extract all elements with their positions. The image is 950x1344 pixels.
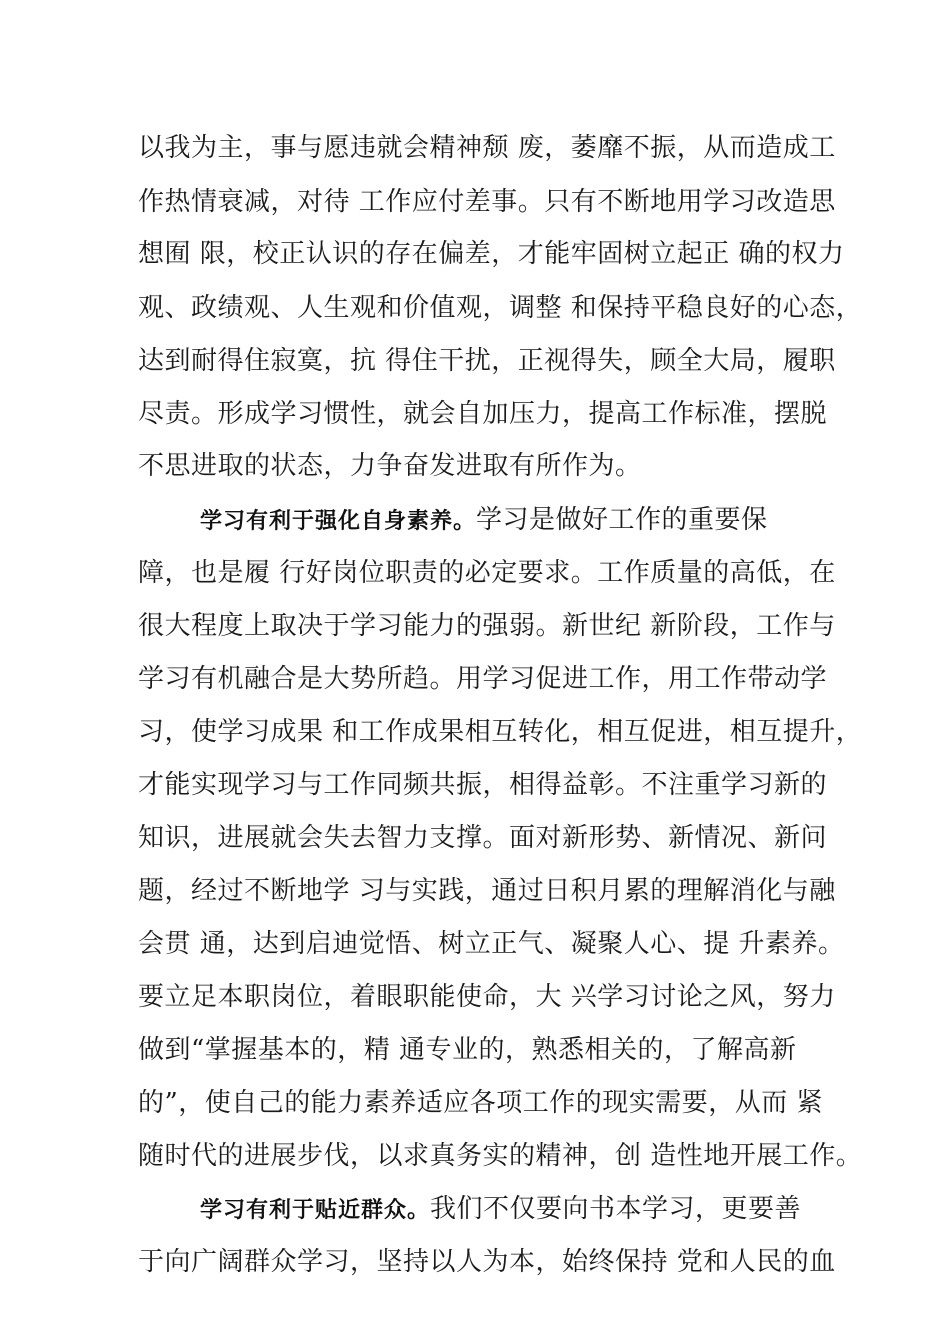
text-line: 做到“掌握基本的，精 通专业的，熟悉相关的，了解高新 — [138, 1035, 797, 1065]
paragraph-first-line — [200, 500, 768, 540]
text-line: 知识，进展就会失去智力支撑。面对新形势、新情况、新问 — [138, 823, 828, 853]
text-line: 的”，使自己的能力素养适应各项工作的现实需要，从而 紧 — [138, 1088, 824, 1118]
text-line: 很大程度上取决于学习能力的强弱。新世纪 新阶段，工作与 — [138, 611, 836, 641]
section-heading: 学习有利于贴近群众。 — [200, 1198, 431, 1223]
text-line: 不思进取的状态，力争奋发进取有所作为。 — [138, 451, 642, 481]
text-line: 障，也是履 行好岗位职责的必定要求。工作质量的高低，在 — [138, 558, 836, 588]
text-line: 随时代的进展步伐，以求真务实的精神，创 造性地开展工作。 — [138, 1141, 863, 1171]
text-line: 才能实现学习与工作同频共振，相得益彰。不注重学习新的 — [138, 770, 828, 800]
text-line: 题，经过不断地学 习与实践，通过日积月累的理解消化与融 — [138, 876, 836, 906]
paragraph-first-line — [200, 1189, 801, 1229]
text-line: 尽责。形成学习惯性，就会自加压力，提高工作标准，摆脱 — [138, 399, 828, 429]
text-line: 学习有机融合是大势所趋。用学习促进工作，用工作带动学 — [138, 664, 828, 694]
text-line: 观、政绩观、人生观和价值观，调整 和保持平稳良好的心态， — [138, 293, 863, 323]
text-line: 作热情衰减，对待 工作应付差事。只有不断地用学习改造思 — [138, 187, 836, 217]
section-heading: 学习有利于强化自身素养。 — [200, 509, 477, 534]
text-line: 会贯 通，达到启迪觉悟、树立正气、凝聚人心、提 升素养。 — [138, 929, 845, 959]
text-line: 想囿 限，校正认识的存在偏差，才能牢固树立起正 确的权力 — [138, 239, 845, 269]
text-line: 要立足本职岗位，着眼职能使命，大 兴学习讨论之风，努力 — [138, 982, 836, 1012]
text-line: 于向广阔群众学习，坚持以人为本，始终保持 党和人民的血 — [138, 1247, 836, 1277]
text-line: 习，使学习成果 和工作成果相互转化，相互促进，相互提升， — [138, 717, 863, 747]
text-line: 达到耐得住寂寞，抗 得住干扰，正视得失，顾全大局，履职 — [138, 346, 836, 376]
text-run: 学习是做好工作的重要保 — [476, 505, 768, 535]
text-run: 我们不仅要向书本学习，更要善 — [430, 1194, 802, 1224]
text-line: 以我为主，事与愿违就会精神颓 废，萎靡不振，从而造成工 — [138, 133, 836, 163]
